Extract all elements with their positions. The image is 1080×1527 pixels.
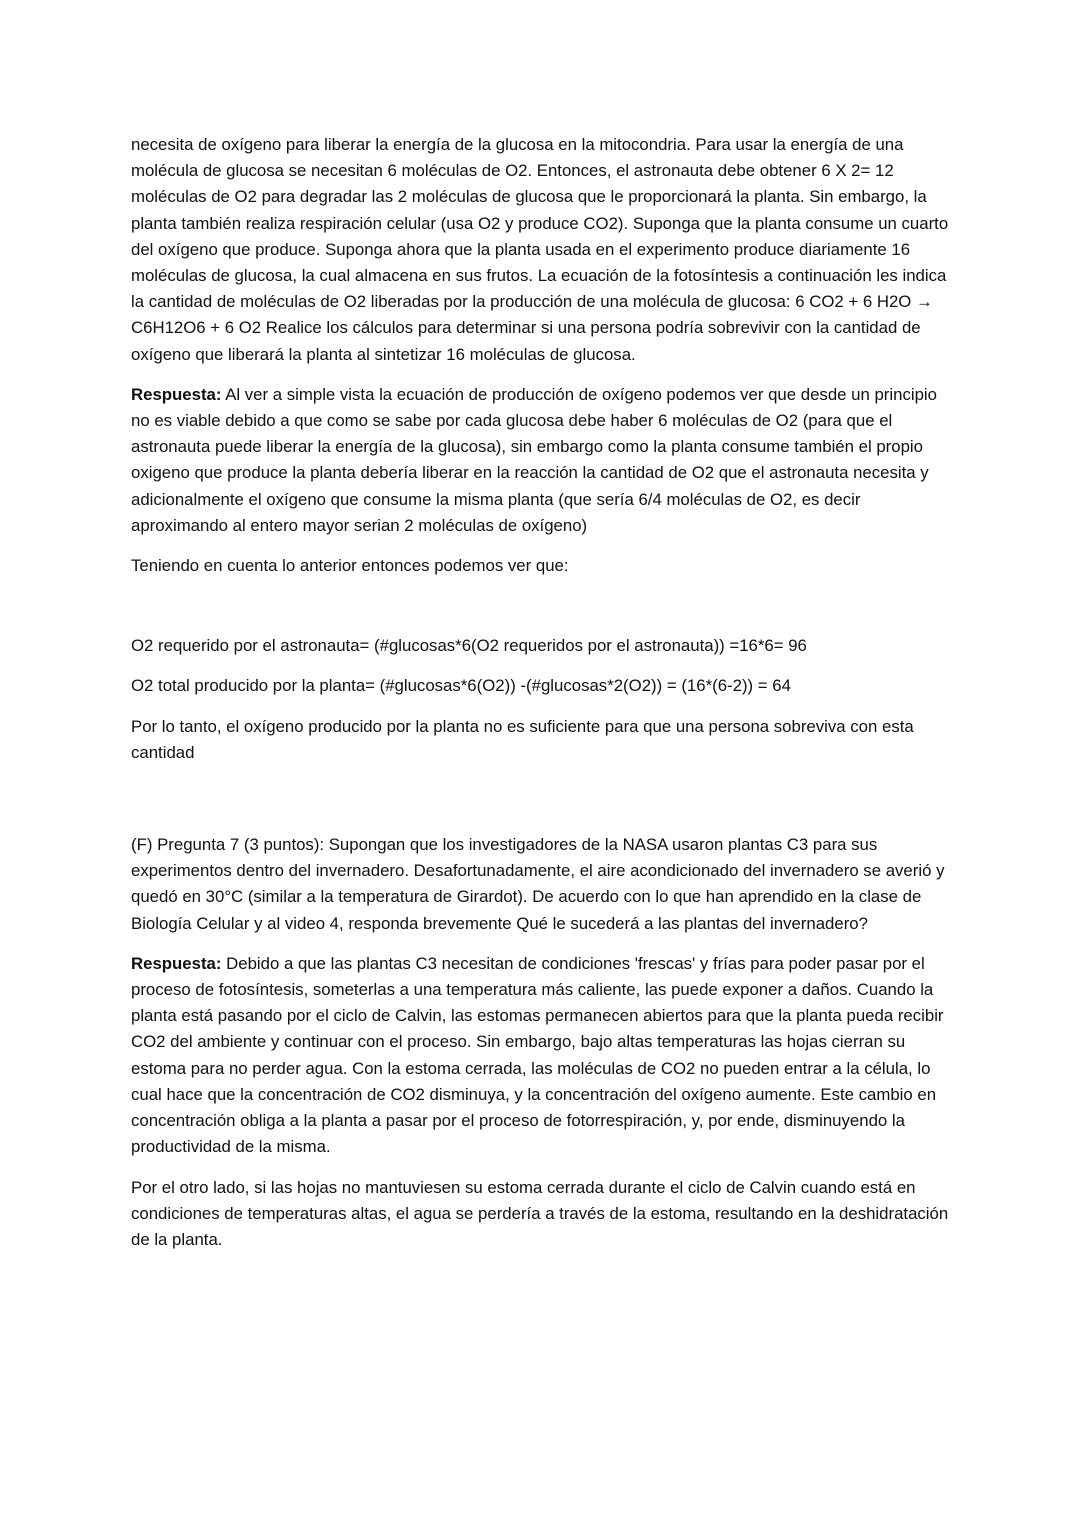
question-7: (F) Pregunta 7 (3 puntos): Supongan que los investigadores de la NASA usaron plantas C3 para sus experimentos dentro del invernadero. Desafortunadamente, el aire acondicionado del invernadero se averió y quedó en 30°C (similar a la temperatura de Girardot). De acuerdo con lo que han aprendido en la clase de Biología Celular y al video 4, responda brevemente Qué le sucederá a las plantas del invernadero? [131, 835, 945, 933]
answer-paragraph-1 [131, 382, 953, 539]
answer-label: Respuesta: [131, 953, 222, 973]
calculation-astronaut: O2 requerido por el astronauta= (#glucosas*6(O2 requeridos por el astronauta)) =16*6= 96 [131, 636, 807, 656]
final-paragraph: Por el otro lado, si las hojas no mantuviesen su estoma cerrada durante el ciclo de Calvin cuando está en condiciones de temperaturas altas, el agua se perdería a través de la estoma, resultando en la deshidratación de la planta. [131, 1177, 949, 1249]
calculation-plant: O2 total producido por la planta= (#glucosas*6(O2)) -(#glucosas*2(O2)) = (16*(6-2)) = 64 [131, 676, 791, 696]
answer-text: Debido a que las plantas C3 necesitan de condiciones 'frescas' y frías para poder pasar por el proceso de fotosíntesis, someterlas a una temperatura más caliente, las puede exponer a daños. Cuando la planta está pasando por el ciclo de Calvin, las estomas permanecen abiertos para que la planta pueda recibir CO2 del ambiente y continuar con el proceso. Sin embargo, bajo altas temperaturas las hojas cierran su estoma para no perder agua. Con la estoma cerrada, las moléculas de CO2 no pueden entrar a la célula, lo cual hace que la concentración de CO2 disminuya, y la concentración del oxígeno aumente. Este cambio en concentración obliga a la planta a pasar por el proceso de fotorrespiración, y, por ende, disminuyendo la productividad de la misma. [131, 953, 944, 1157]
answer-text: Al ver a simple vista la ecuación de producción de oxígeno podemos ver que desde un principio no es viable debido a que como se sabe por cada glucosa debe haber 6 moléculas de O2 (para que el astronauta puede liberar la energía de la glucosa), sin embargo como la planta consume también el propio oxigeno que produce la planta debería liberar en la reacción la cantidad de O2 que el astronauta necesita y adicionalmente el oxígeno que consume la misma planta (que sería 6/4 moléculas de O2, es decir aproximando al entero mayor serian 2 moléculas de oxígeno) [131, 384, 937, 535]
answer-label: Respuesta: [131, 384, 222, 404]
conclusion-paragraph: Por lo tanto, el oxígeno producido por la planta no es suficiente para que una persona sobreviva con esta cantidad [131, 716, 914, 762]
question-continuation: necesita de oxígeno para liberar la energía de la glucosa en la mitocondria. Para usar la energía de una molécula de glucosa se necesitan 6 moléculas de O2. Entonces, el astronauta debe obtener 6 X 2= 12 moléculas de O2 para degradar las 2 moléculas de glucosa que le proporcionará la planta. Sin embargo, la planta también realiza respiración celular (usa O2 y produce CO2). Suponga que la planta consume un cuarto del oxígeno que produce. Suponga ahora que la planta usada en el experimento produce diariamente 16 moléculas de glucosa, la cual almacena en sus frutos. La ecuación de la fotosíntesis a continuación les indica la cantidad de moléculas de O2 liberadas por la producción de una molécula de glucosa: 6 CO2 + 6 H2O → C6H12O6 + 6 O2 Realice los cálculos para determinar si una persona podría sobrevivir con la cantidad de oxígeno que liberará la planta al sintetizar 16 moléculas de glucosa. [131, 135, 949, 364]
document-body [131, 132, 953, 1267]
lead-in-paragraph: Teniendo en cuenta lo anterior entonces podemos ver que: [131, 556, 569, 576]
answer-paragraph-2 [131, 951, 953, 1161]
